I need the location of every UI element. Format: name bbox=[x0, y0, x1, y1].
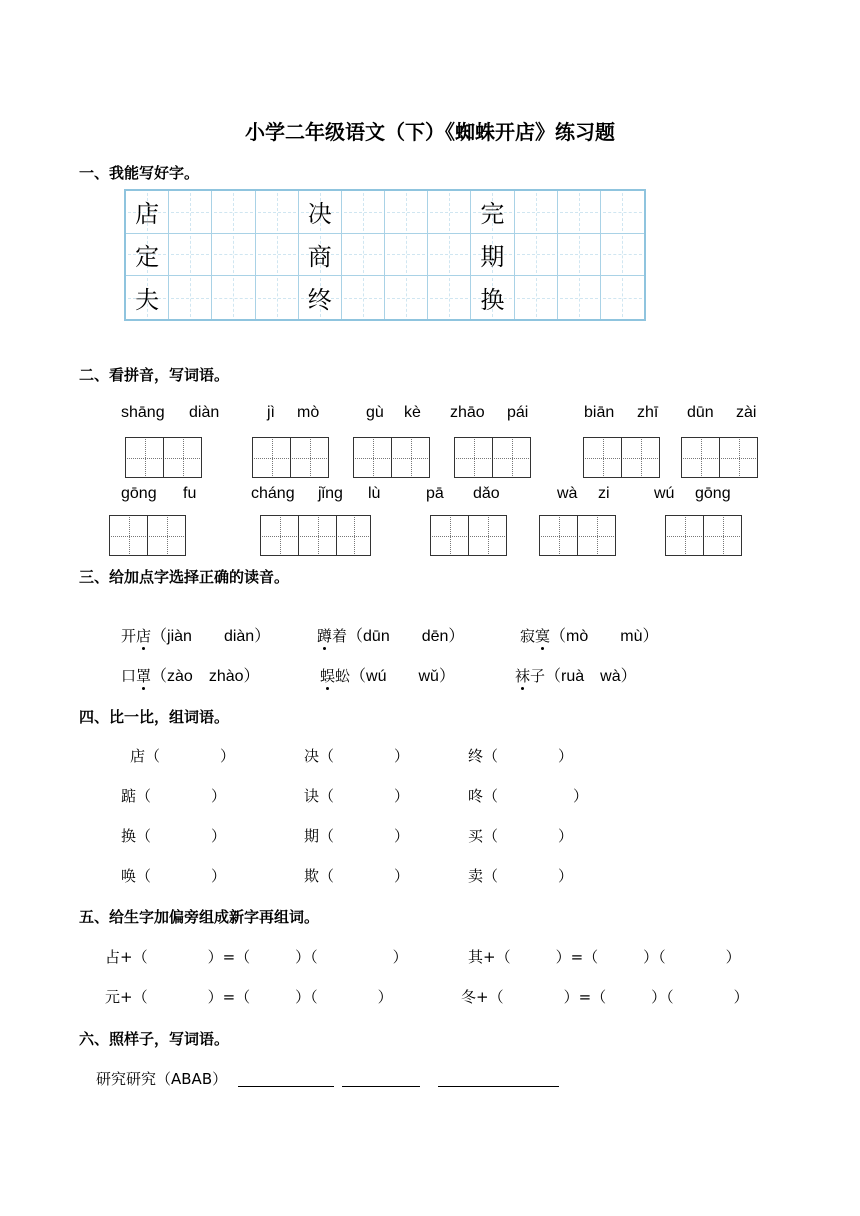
grid-cell-blank[interactable] bbox=[558, 191, 601, 234]
grid-cell-blank[interactable] bbox=[212, 276, 255, 319]
section-4-heading: 四、比一比，组词语。 bbox=[79, 708, 230, 726]
radical-question: 其+（ ）=（ ）（ ） bbox=[468, 948, 741, 966]
compare-item: 店（ ） bbox=[130, 747, 236, 765]
grid-cell-char: 店 bbox=[126, 191, 169, 234]
pinyin-syllable: gōng bbox=[695, 485, 731, 502]
reading-question: 蹲着（dūn dēn） bbox=[317, 627, 465, 645]
grid-cell-blank[interactable] bbox=[385, 276, 428, 319]
pinyin-syllable: gōng bbox=[121, 485, 157, 502]
grid-cell-blank[interactable] bbox=[169, 234, 212, 277]
compare-item: 诀（ ） bbox=[304, 787, 410, 805]
section-2-heading: 二、看拼音，写词语。 bbox=[79, 366, 230, 384]
tianzige-box[interactable] bbox=[260, 515, 371, 556]
example-word: 研究研究（ABAB） bbox=[96, 1070, 228, 1088]
grid-cell-blank[interactable] bbox=[212, 234, 255, 277]
grid-cell-char: 期 bbox=[471, 234, 514, 277]
pinyin-syllable: dūn bbox=[687, 404, 714, 421]
reading-question: 开店（jiàn diàn） bbox=[121, 627, 271, 645]
grid-cell-char: 完 bbox=[471, 191, 514, 234]
tianzige-box[interactable] bbox=[454, 437, 531, 478]
grid-cell-blank[interactable] bbox=[428, 191, 471, 234]
tianzige-box[interactable] bbox=[665, 515, 742, 556]
pinyin-syllable: jǐng bbox=[318, 485, 343, 502]
compare-item: 买（ ） bbox=[468, 827, 574, 845]
grid-cell-blank[interactable] bbox=[558, 276, 601, 319]
tianzige-box[interactable] bbox=[125, 437, 202, 478]
pinyin-syllable: mò bbox=[297, 404, 320, 421]
reading-question: 口罩（zào zhào） bbox=[121, 667, 260, 685]
grid-cell-blank[interactable] bbox=[169, 276, 212, 319]
grid-cell-char: 终 bbox=[299, 276, 342, 319]
pinyin-syllable: diàn bbox=[189, 404, 220, 421]
pinyin-syllable: kè bbox=[404, 404, 421, 421]
compare-item: 欺（ ） bbox=[304, 867, 410, 885]
grid-cell-blank[interactable] bbox=[558, 234, 601, 277]
compare-item: 终（ ） bbox=[468, 747, 574, 765]
tianzige-box[interactable] bbox=[430, 515, 507, 556]
pinyin-syllable: cháng bbox=[251, 485, 295, 502]
section-1-heading: 一、我能写好字。 bbox=[79, 164, 200, 182]
grid-cell-blank[interactable] bbox=[385, 234, 428, 277]
pinyin-syllable: wú bbox=[654, 485, 675, 502]
pinyin-syllable: zhāo bbox=[450, 404, 485, 421]
answer-line[interactable] bbox=[238, 1086, 334, 1087]
grid-cell-char: 商 bbox=[299, 234, 342, 277]
compare-item: 唤（ ） bbox=[121, 867, 227, 885]
reading-question: 寂寞（mò mù） bbox=[520, 627, 659, 645]
pinyin-syllable: lù bbox=[368, 485, 381, 502]
grid-cell-blank[interactable] bbox=[515, 191, 558, 234]
pinyin-syllable: fu bbox=[183, 485, 197, 502]
grid-cell-char: 定 bbox=[126, 234, 169, 277]
pinyin-syllable: zi bbox=[598, 485, 610, 502]
reading-question: 蜈蚣（wú wǔ） bbox=[320, 667, 455, 685]
grid-cell-blank[interactable] bbox=[169, 191, 212, 234]
radical-question: 元+（ ）=（ ）（ ） bbox=[105, 988, 393, 1006]
reading-question: 袜子（ruà wà） bbox=[515, 667, 637, 685]
pinyin-syllable: zài bbox=[736, 404, 757, 421]
grid-cell-blank[interactable] bbox=[515, 234, 558, 277]
grid-cell-blank[interactable] bbox=[385, 191, 428, 234]
pinyin-syllable: pái bbox=[507, 404, 529, 421]
pinyin-syllable: jì bbox=[267, 404, 275, 421]
pinyin-syllable: pā bbox=[426, 485, 444, 502]
pinyin-syllable: shāng bbox=[121, 404, 165, 421]
grid-cell-blank[interactable] bbox=[601, 191, 644, 234]
grid-cell-char: 换 bbox=[471, 276, 514, 319]
grid-cell-blank[interactable] bbox=[428, 276, 471, 319]
grid-cell-blank[interactable] bbox=[601, 234, 644, 277]
writing-grid bbox=[124, 189, 646, 321]
pinyin-syllable: dǎo bbox=[473, 485, 500, 502]
pinyin-syllable: biān bbox=[584, 404, 615, 421]
tianzige-box[interactable] bbox=[353, 437, 430, 478]
tianzige-box[interactable] bbox=[109, 515, 186, 556]
pinyin-syllable: gù bbox=[366, 404, 384, 421]
grid-cell-blank[interactable] bbox=[256, 234, 299, 277]
compare-item: 换（ ） bbox=[121, 827, 227, 845]
page-title: 小学二年级语文（下）《蜘蛛开店》练习题 bbox=[245, 120, 615, 144]
radical-question: 占+（ ）=（ ）（ ） bbox=[105, 948, 408, 966]
section-6-heading: 六、照样子，写词语。 bbox=[79, 1030, 230, 1048]
compare-item: 决（ ） bbox=[304, 747, 410, 765]
pinyin-syllable: wà bbox=[557, 485, 578, 502]
grid-cell-blank[interactable] bbox=[212, 191, 255, 234]
compare-item: 咚（ ） bbox=[468, 787, 589, 805]
answer-line[interactable] bbox=[342, 1086, 420, 1087]
grid-cell-blank[interactable] bbox=[342, 191, 385, 234]
grid-cell-blank[interactable] bbox=[342, 276, 385, 319]
grid-cell-blank[interactable] bbox=[256, 191, 299, 234]
compare-item: 期（ ） bbox=[304, 827, 410, 845]
grid-cell-blank[interactable] bbox=[515, 276, 558, 319]
tianzige-box[interactable] bbox=[539, 515, 616, 556]
compare-item: 踮（ ） bbox=[121, 787, 227, 805]
compare-item: 卖（ ） bbox=[468, 867, 574, 885]
radical-question: 冬+（ ）=（ ）（ ） bbox=[461, 988, 749, 1006]
grid-cell-blank[interactable] bbox=[428, 234, 471, 277]
answer-line[interactable] bbox=[438, 1086, 559, 1087]
tianzige-box[interactable] bbox=[252, 437, 329, 478]
grid-cell-char: 夫 bbox=[126, 276, 169, 319]
grid-cell-blank[interactable] bbox=[256, 276, 299, 319]
section-3-heading: 三、给加点字选择正确的读音。 bbox=[79, 568, 290, 586]
section-5-heading: 五、给生字加偏旁组成新字再组词。 bbox=[79, 908, 320, 926]
tianzige-box[interactable] bbox=[681, 437, 758, 478]
grid-cell-char: 决 bbox=[299, 191, 342, 234]
tianzige-box[interactable] bbox=[583, 437, 660, 478]
grid-cell-blank[interactable] bbox=[601, 276, 644, 319]
pinyin-syllable: zhī bbox=[637, 404, 659, 421]
grid-cell-blank[interactable] bbox=[342, 234, 385, 277]
